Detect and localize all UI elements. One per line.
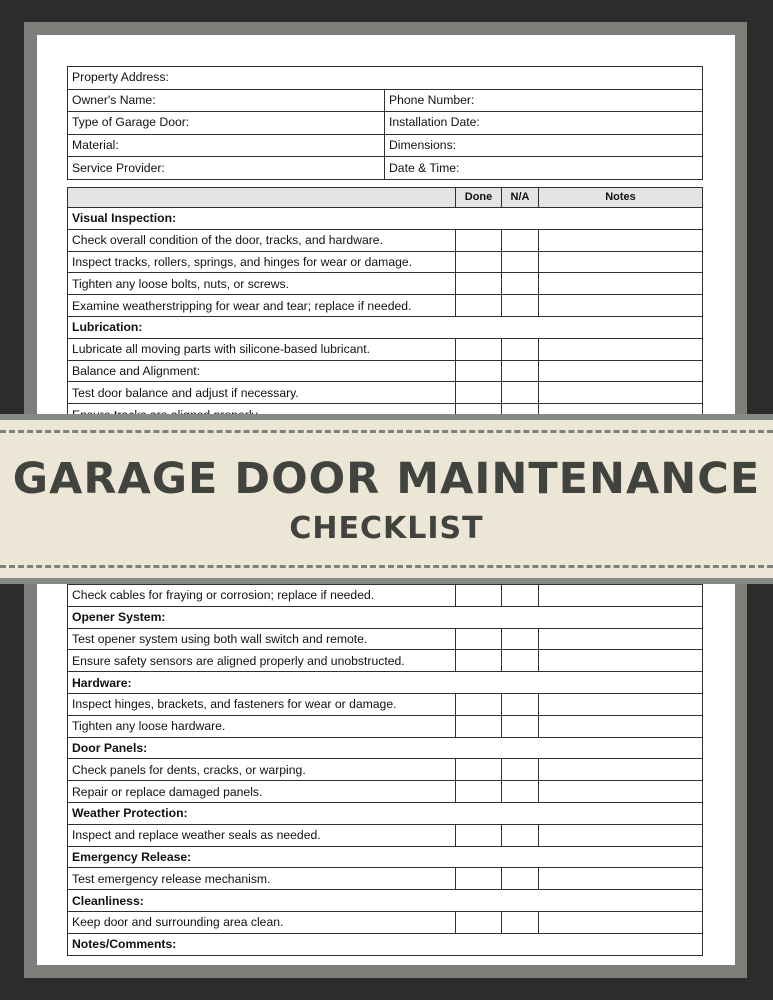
notes-cell[interactable] [539, 715, 703, 737]
task-label: Tighten any loose hardware. [68, 715, 456, 737]
done-cell[interactable] [456, 911, 502, 933]
task-row [68, 650, 703, 672]
section-row [68, 672, 703, 694]
done-cell[interactable] [456, 295, 502, 317]
notes-cell[interactable] [539, 781, 703, 803]
section-row [68, 208, 703, 230]
notes-cell[interactable] [539, 295, 703, 317]
notes-comments-label: Notes/Comments: [68, 933, 703, 955]
na-header: N/A [502, 188, 539, 208]
na-cell[interactable] [502, 229, 539, 251]
task-label: Check cables for fraying or corrosion; replace if needed. [68, 585, 456, 607]
notes-header: Notes [539, 188, 703, 208]
task-row [68, 382, 703, 404]
task-label: Tighten any loose bolts, nuts, or screws. [68, 273, 456, 295]
info-row [68, 112, 703, 135]
header-row [68, 188, 703, 208]
na-cell[interactable] [502, 824, 539, 846]
na-cell[interactable] [502, 360, 539, 382]
task-row [68, 759, 703, 781]
notes-cell[interactable] [539, 251, 703, 273]
notes-cell[interactable] [539, 229, 703, 251]
info-row [68, 134, 703, 157]
section-row [68, 890, 703, 912]
installation-date-field[interactable]: Installation Date: [385, 112, 703, 135]
task-label: Ensure safety sensors are aligned properly and unobstructed. [68, 650, 456, 672]
task-label: Inspect hinges, brackets, and fasteners for wear or damage. [68, 693, 456, 715]
title-banner [0, 414, 773, 584]
property-info-table [67, 66, 703, 180]
task-row [68, 360, 703, 382]
task-row [68, 229, 703, 251]
section-row [68, 737, 703, 759]
section-label: Cleanliness: [68, 890, 703, 912]
task-row [68, 715, 703, 737]
na-cell[interactable] [502, 715, 539, 737]
garage-door-type-field[interactable]: Type of Garage Door: [68, 112, 385, 135]
task-row [68, 295, 703, 317]
done-cell[interactable] [456, 273, 502, 295]
na-cell[interactable] [502, 628, 539, 650]
task-row [68, 338, 703, 360]
owners-name-field[interactable]: Owner's Name: [68, 89, 385, 112]
task-label: Inspect and replace weather seals as needed. [68, 824, 456, 846]
notes-cell[interactable] [539, 273, 703, 295]
task-row [68, 868, 703, 890]
done-cell[interactable] [456, 715, 502, 737]
dimensions-field[interactable]: Dimensions: [385, 134, 703, 157]
banner-subtitle: CHECKLIST [289, 511, 484, 546]
done-cell[interactable] [456, 229, 502, 251]
task-label: Test emergency release mechanism. [68, 868, 456, 890]
done-cell[interactable] [456, 382, 502, 404]
done-cell[interactable] [456, 585, 502, 607]
na-cell[interactable] [502, 693, 539, 715]
na-cell[interactable] [502, 273, 539, 295]
task-label: Repair or replace damaged panels. [68, 781, 456, 803]
done-header: Done [456, 188, 502, 208]
task-label: Check panels for dents, cracks, or warping. [68, 759, 456, 781]
task-label: Keep door and surrounding area clean. [68, 911, 456, 933]
section-label: Weather Protection: [68, 802, 703, 824]
section-label: Hardware: [68, 672, 703, 694]
done-cell[interactable] [456, 650, 502, 672]
section-row [68, 316, 703, 338]
done-cell[interactable] [456, 824, 502, 846]
na-cell[interactable] [502, 911, 539, 933]
done-cell[interactable] [456, 338, 502, 360]
section-label: Opener System: [68, 606, 703, 628]
task-row [68, 273, 703, 295]
info-row [68, 89, 703, 112]
na-cell[interactable] [502, 251, 539, 273]
done-cell[interactable] [456, 781, 502, 803]
notes-cell[interactable] [539, 382, 703, 404]
info-row [68, 67, 703, 90]
na-cell[interactable] [502, 781, 539, 803]
na-cell[interactable] [502, 759, 539, 781]
na-cell[interactable] [502, 295, 539, 317]
task-label: Lubricate all moving parts with silicone-based lubricant. [68, 338, 456, 360]
done-cell[interactable] [456, 628, 502, 650]
section-label: Lubrication: [68, 316, 703, 338]
task-label: Balance and Alignment: [68, 360, 456, 382]
info-row [68, 157, 703, 180]
section-row [68, 802, 703, 824]
notes-cell[interactable] [539, 360, 703, 382]
material-field[interactable]: Material: [68, 134, 385, 157]
na-cell[interactable] [502, 338, 539, 360]
notes-cell[interactable] [539, 628, 703, 650]
task-label: Test opener system using both wall switch and remote. [68, 628, 456, 650]
date-time-field[interactable]: Date & Time: [385, 157, 703, 180]
property-address-field[interactable]: Property Address: [68, 67, 703, 90]
banner-dashed-line-bottom [0, 565, 773, 568]
notes-cell[interactable] [539, 338, 703, 360]
na-cell[interactable] [502, 382, 539, 404]
task-label: Inspect tracks, rollers, springs, and hinges for wear or damage. [68, 251, 456, 273]
notes-cell[interactable] [539, 650, 703, 672]
phone-number-field[interactable]: Phone Number: [385, 89, 703, 112]
task-row [68, 251, 703, 273]
notes-cell[interactable] [539, 868, 703, 890]
done-cell[interactable] [456, 251, 502, 273]
na-cell[interactable] [502, 585, 539, 607]
notes-cell[interactable] [539, 585, 703, 607]
section-label: Door Panels: [68, 737, 703, 759]
banner-title: GARAGE DOOR MAINTENANCE [12, 454, 761, 504]
done-cell[interactable] [456, 360, 502, 382]
section-row [68, 846, 703, 868]
na-cell[interactable] [502, 650, 539, 672]
banner-dashed-line-top [0, 430, 773, 433]
service-provider-field[interactable]: Service Provider: [68, 157, 385, 180]
task-row [68, 693, 703, 715]
checklist-table-bottom [67, 584, 703, 956]
task-row [68, 585, 703, 607]
section-row [68, 606, 703, 628]
na-cell[interactable] [502, 868, 539, 890]
task-row [68, 781, 703, 803]
notes-cell[interactable] [539, 824, 703, 846]
done-cell[interactable] [456, 868, 502, 890]
task-label: Examine weatherstripping for wear and tear; replace if needed. [68, 295, 456, 317]
task-row [68, 911, 703, 933]
section-label: Visual Inspection: [68, 208, 703, 230]
notes-cell[interactable] [539, 759, 703, 781]
task-label: Test door balance and adjust if necessary. [68, 382, 456, 404]
section-row [68, 933, 703, 955]
done-cell[interactable] [456, 693, 502, 715]
section-label: Emergency Release: [68, 846, 703, 868]
task-row [68, 628, 703, 650]
notes-cell[interactable] [539, 693, 703, 715]
done-cell[interactable] [456, 759, 502, 781]
checklist-table-top [67, 187, 703, 426]
task-header [68, 188, 456, 208]
notes-cell[interactable] [539, 911, 703, 933]
task-label: Check overall condition of the door, tracks, and hardware. [68, 229, 456, 251]
task-row [68, 824, 703, 846]
